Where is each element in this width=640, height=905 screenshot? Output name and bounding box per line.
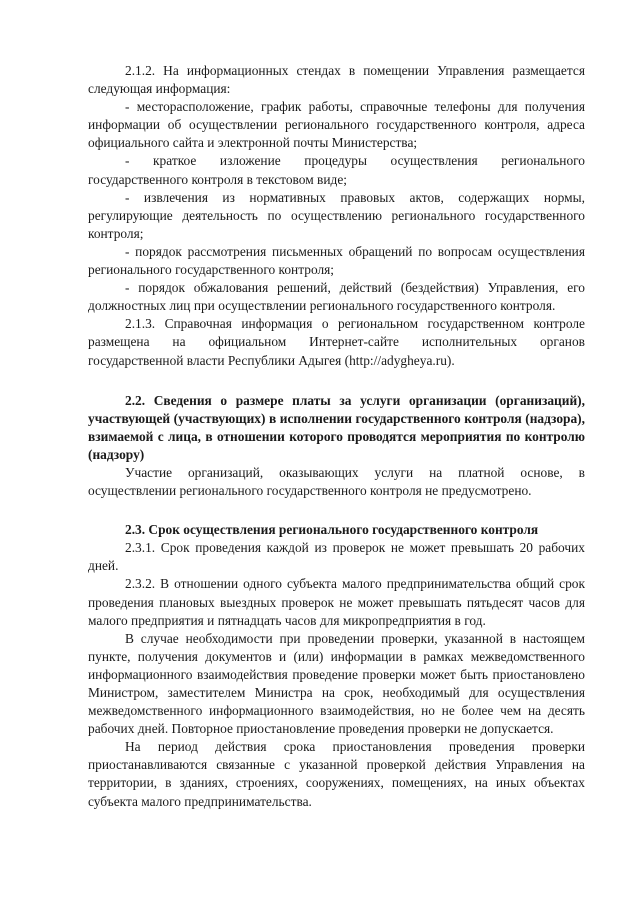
list-item-appeals: - порядок рассмотрения письменных обращений по вопросам осуществления регионального государственного контроля; [88,243,585,278]
list-item-complaints: - порядок обжалования решений, действий (бездействия) Управления, его должностных лиц при осуществлении регионального государственного контроля. [88,280,585,314]
section-heading-2-2: 2.2. Сведения о размере платы за услуги организации (организаций), участвующей (участвующих) в исполнении государственного контроля (надзора), взимаемой с лица, в отношении которого проводятся мероприятия по контролю (надзору) [88,392,585,462]
paragraph-2-3-1: 2.3.1. Срок проведения каждой из проверок не может превышать 20 рабочих дней. [88,540,585,574]
list-item-extracts: - извлечения из нормативных правовых актов, содержащих нормы, регулирующие деятельность по осуществлению регионального государственного контроля; [88,189,585,241]
list-item-procedure: - краткое изложение процедуры осуществления регионального государственного контроля в текстовом виде; [88,153,585,187]
paragraph-suspension: В случае необходимости при проведении проверки, указанной в настоящем пункте, получения документов и (или) информации в рамках межведомственного информационного взаимодействия проведение проверки может быть приостановлено Министром, заместителем Министра на срок, необходимый для осуществления межведомственного информационного взаимодействия, но не более чем на десять рабочих дней. Повторное приостановление проведения проверки не допускается. [88,630,585,737]
paragraph-2-2-body: Участие организаций, оказывающих услуги на платной основе, в осуществлении регионального государственного контроля не предусмотрено. [88,464,585,499]
document-body [88,62,585,811]
spacer [88,500,585,521]
paragraph-2-3-2: 2.3.2. В отношении одного субъекта малого предпринимательства общий срок проведения плановых выездных проверок не может превышать пятьдесят часов для малого предприятия и пятнадцать часов для микропредприятия в год. [88,576,585,628]
list-item-location: - месторасположение, график работы, справочные телефоны для получения информации об осуществлении регионального государственного контроля, адреса официального сайта и электронной почты Министерства; [88,99,585,151]
paragraph-2-1-3: 2.1.3. Справочная информация о региональном государственном контроле размещена на официальном Интернет-сайте исполнительных органов государственной власти Республики Адыгея (http://adygheya.ru). [88,316,585,368]
paragraph-2-1-2-intro: 2.1.2. На информационных стендах в помещении Управления размещается следующая информация: [88,63,585,97]
spacer [88,370,585,392]
section-heading-2-3: 2.3. Срок осуществления регионального государственного контроля [125,522,539,538]
paragraph-suspension-period: На период действия срока приостановления проведения проверки приостанавливаются связанные с указанной проверкой действия Управления на территории, в зданиях, строениях, сооружениях, помещениях, на иных объектах субъекта малого предпринимательства. [88,739,585,809]
